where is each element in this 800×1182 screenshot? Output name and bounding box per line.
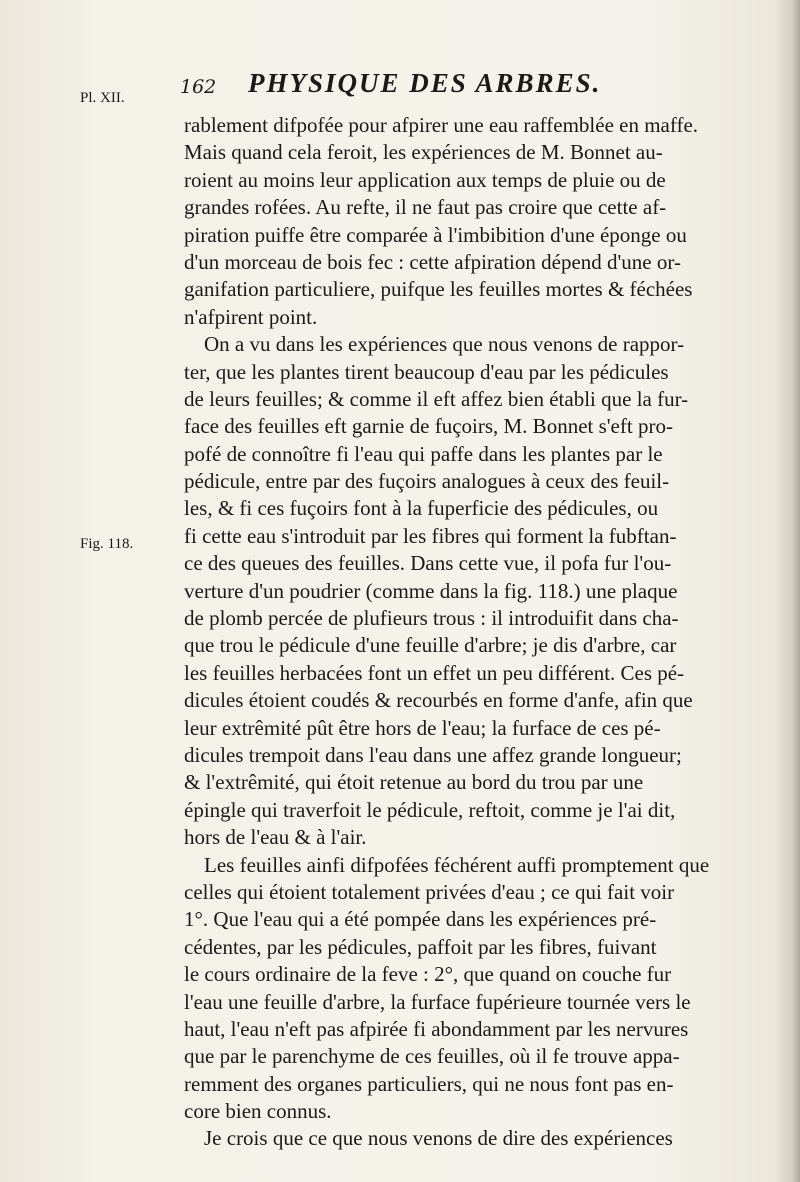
text-line: ce des queues des feuilles. Dans cette vue, il pofa fur l'ou- — [184, 551, 672, 576]
text-line: hors de l'eau & à l'air. — [184, 825, 367, 850]
text-line: Je crois que ce que nous venons de dire des expériences — [204, 1126, 673, 1151]
text-line: ganifation particuliere, puifque les feuilles mortes & féchées — [184, 277, 693, 302]
text-line: grandes rofées. Au refte, il ne faut pas croire que cette af- — [184, 195, 667, 220]
text-line: roient au moins leur application aux temps de pluie ou de — [184, 167, 666, 192]
text-line: ter, que les plantes tirent beaucoup d'eau par les pédicules — [184, 359, 669, 384]
text-line: les, & fi ces fuçoirs font à la fuperficie des pédicules, ou — [184, 496, 659, 521]
body-text — [184, 112, 754, 1153]
text-line: dicules trempoit dans l'eau dans une affez grande longueur; — [184, 742, 682, 767]
margin-note-plate: Pl. XII. — [80, 90, 125, 106]
text-line: celles qui étoient totalement privées d'eau ; ce qui fait voir — [184, 879, 675, 904]
text-line: 1°. Que l'eau qui a été pompée dans les expériences pré- — [184, 907, 657, 932]
text-line: que par le parenchyme de ces feuilles, où il fe trouve appa- — [184, 1044, 680, 1069]
text-line: On a vu dans les expériences que nous venons de rappor- — [204, 332, 685, 357]
text-line: & l'extrêmité, qui étoit retenue au bord du trou par une — [184, 770, 644, 795]
text-line: face des feuilles eft garnie de fuçoirs, M. Bonnet s'eft pro- — [184, 414, 673, 439]
text-line: l'eau une feuille d'arbre, la furface fupérieure tournée vers le — [184, 989, 691, 1014]
page-edge-shadow — [774, 0, 800, 1182]
text-line: de plomb percée de plufieurs trous : il introduifit dans cha- — [184, 606, 679, 631]
text-line: Mais quand cela feroit, les expériences de M. Bonnet au- — [184, 140, 663, 165]
text-line: Les feuilles ainfi difpofées féchérent auffi promptement que — [204, 852, 710, 877]
page-header — [180, 68, 760, 108]
text-line: cédentes, par les pédicules, paffoit par les fibres, fuivant — [184, 934, 657, 959]
text-line: haut, l'eau n'eft pas afpirée fi abondamment par les nervures — [184, 1016, 689, 1041]
text-line: dicules étoient coudés & recourbés en forme d'anfe, afin que — [184, 688, 693, 713]
text-line: remment des organes particuliers, qui ne nous font pas en- — [184, 1071, 674, 1096]
running-title: PHYSIQUE DES ARBRES. — [248, 68, 602, 98]
page-number: 162 — [180, 76, 217, 98]
text-line: les feuilles herbacées font un effet un peu différent. Ces pé- — [184, 660, 685, 685]
text-line: piration puiffe être comparée à l'imbibition d'une éponge ou — [184, 222, 687, 247]
text-line: pédicule, entre par des fuçoirs analogues à ceux des feuil- — [184, 469, 670, 494]
text-line: rablement difpofée pour afpirer une eau raffemblée en maffe. — [184, 113, 699, 137]
margin-note-figure: Fig. 118. — [80, 536, 134, 552]
text-line: fi cette eau s'introduit par les fibres qui forment la fubftan- — [184, 523, 677, 548]
text-line: core bien connus. — [184, 1099, 332, 1124]
text-line: le cours ordinaire de la feve : 2°, que quand on couche fur — [184, 962, 672, 987]
text-line: leur extrêmité pût être hors de l'eau; la furface de ces pé- — [184, 715, 661, 740]
text-line: d'un morceau de bois fec : cette afpiration dépend d'une or- — [184, 249, 681, 274]
text-line: pofé de connoître fi l'eau qui paffe dans les plantes par le — [184, 441, 663, 466]
text-line: n'afpirent point. — [184, 304, 318, 329]
text-line: de leurs feuilles; & comme il eft affez bien établi que la fur- — [184, 386, 689, 411]
text-line: épingle qui traverfoit le pédicule, reftoit, comme je l'ai dit, — [184, 797, 676, 822]
text-line: que trou le pédicule d'une feuille d'arbre; je dis d'arbre, car — [184, 633, 677, 658]
text-line: verture d'un poudrier (comme dans la fig. 118.) une plaque — [184, 578, 678, 603]
